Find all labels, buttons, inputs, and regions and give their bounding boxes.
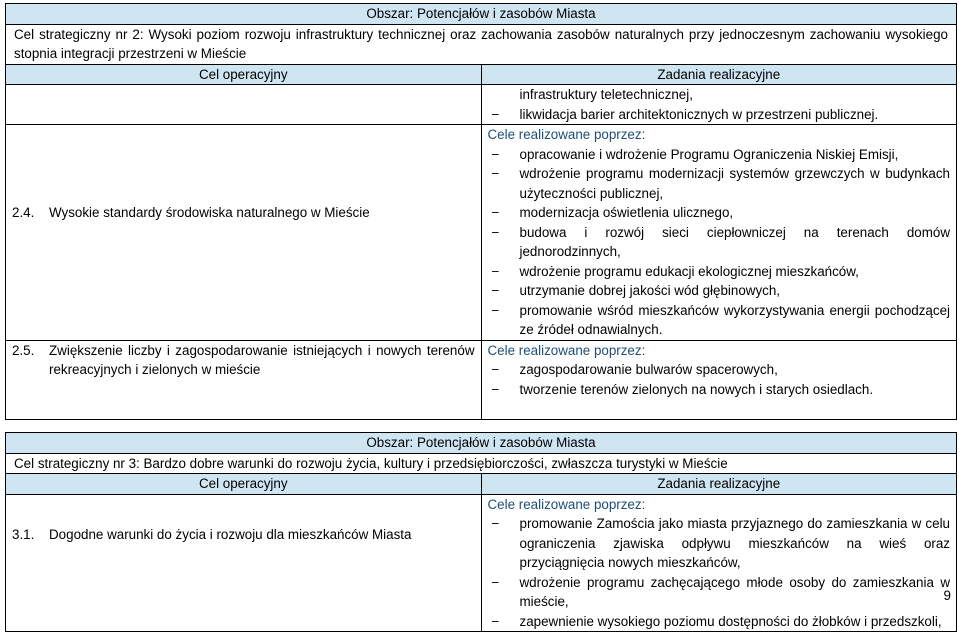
col-header-operational: Cel operacyjny: [6, 474, 482, 495]
continued-line: infrastruktury teletechnicznej,: [519, 87, 693, 102]
task-item: − wdrożenie programu modernizacji systemów grzewczych w budynkach użyteczności publicznej,: [488, 164, 951, 203]
operational-goal-cell: [6, 494, 482, 632]
tasks-list: [488, 145, 951, 340]
area-title: Obszar: Potencjałów i zasobów Miasta: [6, 433, 957, 454]
operational-goal-2-5: [12, 341, 475, 380]
col-header-tasks: Zadania realizacyjne: [481, 64, 957, 85]
task-item: − budowa i rozwój sieci ciepłowniczej na terenach domów jednorodzinnych,: [488, 223, 951, 262]
strategic-goal: Cel strategiczny nr 2: Wysoki poziom rozwoju infrastruktury technicznej oraz zachowania zasobów naturalnych przy jednoczesnym zachowaniu wysokiego stopnia integracji przestrzeni w Mieście: [6, 24, 957, 64]
task-item: − promowanie wśród mieszkańców wykorzystywania energii pochodzącej ze źródeł odnawialnych.: [488, 301, 951, 340]
task-item: − wdrożenie programu zachęcającego młode osoby do zamieszkania w mieście,: [488, 573, 951, 612]
goal-number: 2.4.: [12, 205, 35, 220]
col-header-operational: Cel operacyjny: [6, 64, 482, 85]
goal-number: 3.1.: [12, 526, 35, 542]
goal-number: 2.5.: [12, 342, 35, 358]
task-item: − zapewnienie wysokiego poziomu dostępności do żłobków i przedszkoli,: [488, 612, 951, 632]
goal-title: Dogodne warunki do życia i rozwoju dla mieszkańców Miasta: [49, 526, 412, 542]
tasks-cell-2-5: [481, 340, 957, 419]
tasks-cell-3-1: [481, 494, 957, 632]
operational-goal-2-4: [12, 203, 475, 223]
tasks-heading: Cele realizowane poprzez:: [487, 496, 646, 512]
goal-title: Zwiększenie liczby i zagospodarowanie istniejących i nowych terenów rekreacyjnych i zielonych w mieście: [49, 342, 475, 377]
goals-table-2: [5, 3, 957, 420]
task-item: − tworzenie terenów zielonych na nowych i starych osiedlach.: [488, 380, 951, 400]
strategic-goal: Cel strategiczny nr 3: Bardzo dobre warunki do rozwoju życia, kultury i przedsiębiorczości, zwłaszcza turystyki w Mieście: [6, 453, 957, 474]
goals-table-3: [5, 432, 957, 632]
page-number: 9: [943, 588, 951, 603]
area-title: Obszar: Potencjałów i zasobów Miasta: [6, 4, 957, 25]
task-item: − opracowanie i wdrożenie Programu Ograniczenia Niskiej Emisji,: [488, 145, 951, 165]
task-item: − promowanie Zamościa jako miasta przyjaznego do zamieszkania w celu ograniczenia zjawiska odpływu mieszkańców na wieś oraz przyciągnięcia nowych mieszkańców,: [488, 514, 951, 573]
operational-cell-empty: [6, 85, 482, 125]
tasks-cell-continued: [481, 85, 957, 125]
tasks-list: [488, 514, 951, 631]
task-item: − utrzymanie dobrej jakości wód głębinowych,: [488, 281, 951, 301]
tasks-heading: Cele realizowane poprzez:: [487, 342, 646, 358]
operational-goal-cell: [6, 340, 482, 419]
task-item: − modernizacja oświetlenia ulicznego,: [488, 203, 951, 223]
tasks-heading: Cele realizowane poprzez:: [487, 127, 646, 142]
continued-list: [488, 105, 951, 125]
task-item: − likwidacja barier architektonicznych w przestrzeni publicznej.: [488, 105, 951, 125]
col-header-tasks: Zadania realizacyjne: [481, 474, 957, 495]
goal-title: Wysokie standardy środowiska naturalnego w Mieście: [49, 205, 370, 220]
tasks-cell-2-4: [481, 125, 957, 341]
operational-goal-3-1: [12, 525, 475, 545]
operational-goal-cell: [6, 125, 482, 341]
tasks-list: [488, 360, 951, 399]
task-item: − wdrożenie programu edukacji ekologicznej mieszkańców,: [488, 262, 951, 282]
task-item: − zagospodarowanie bulwarów spacerowych,: [488, 360, 951, 380]
